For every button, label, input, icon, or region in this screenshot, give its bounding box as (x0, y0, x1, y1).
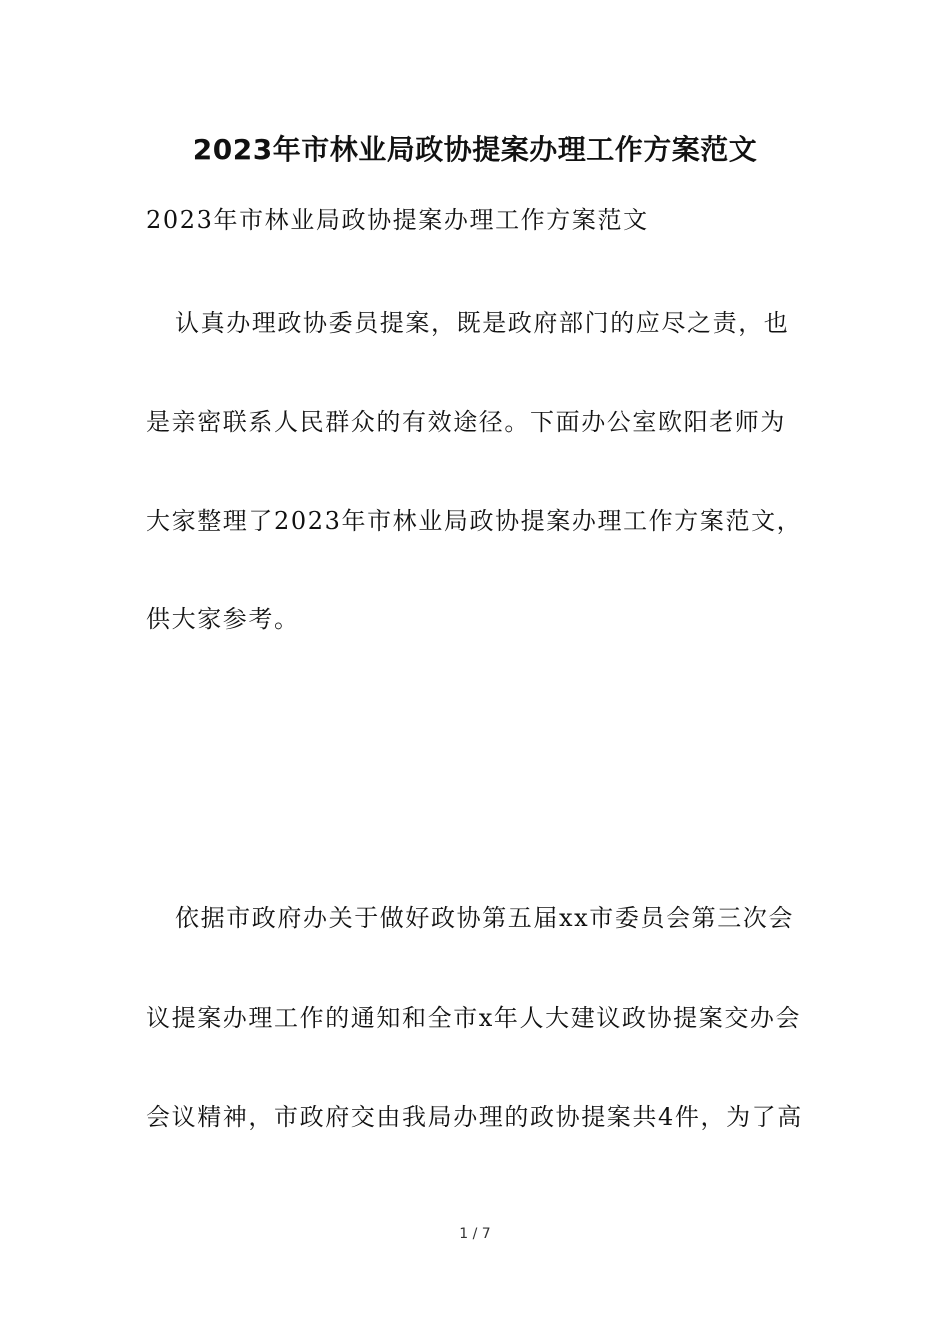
paragraph-line: 供大家参考。 (146, 605, 300, 633)
document-title: 2023年市林业局政协提案办理工作方案范文 (192, 133, 758, 166)
paragraph-line: 议提案办理工作的通知和全市x年人大建议政协提案交办会 (146, 1004, 802, 1032)
paragraph-line: 大家整理了2023年市林业局政协提案办理工作方案范文， (146, 507, 803, 535)
paragraph-line: 会议精神，市政府交由我局办理的政协提案共4件，为了高 (146, 1103, 803, 1131)
paragraph-line: 依据市政府办关于做好政协第五届xx市委员会第三次会 (175, 904, 795, 932)
page-number: 1 / 7 (459, 1226, 491, 1242)
document-subtitle: 2023年市林业局政协提案办理工作方案范文 (146, 206, 649, 234)
paragraph-line: 是亲密联系人民群众的有效途径。下面办公室欧阳老师为 (146, 408, 786, 436)
paragraph-line: 认真办理政协委员提案，既是政府部门的应尽之责，也 (175, 309, 790, 337)
